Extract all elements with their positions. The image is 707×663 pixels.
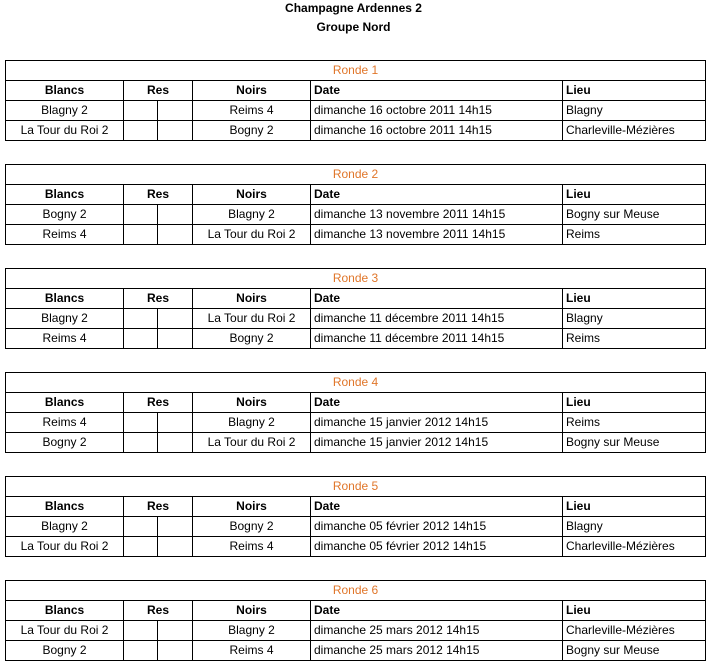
cell-date: dimanche 15 janvier 2012 14h15 [311,413,563,433]
header-lieu: Lieu [563,393,706,413]
cell-res-noirs [158,433,193,453]
cell-date: dimanche 16 octobre 2011 14h15 [311,101,563,121]
table-row [6,205,706,225]
header-blancs: Blancs [6,81,124,101]
ronde-title-row [6,269,706,289]
header-noirs: Noirs [193,81,311,101]
cell-res-blancs [124,537,158,557]
header-lieu: Lieu [563,497,706,517]
ronde-title-row [6,477,706,497]
cell-res-noirs [158,413,193,433]
cell-lieu: Reims [563,329,706,349]
header-blancs: Blancs [6,393,124,413]
header-res: Res [124,497,193,517]
header-date: Date [311,81,563,101]
cell-date: dimanche 16 octobre 2011 14h15 [311,121,563,141]
cell-lieu: Charleville-Mézières [563,537,706,557]
cell-res-noirs [158,517,193,537]
cell-lieu: Blagny [563,309,706,329]
header-date: Date [311,289,563,309]
cell-res-noirs [158,121,193,141]
table-row [6,329,706,349]
cell-noirs: Blagny 2 [193,413,311,433]
ronde-title: Ronde 5 [6,477,706,497]
cell-res-noirs [158,329,193,349]
ronde-title-row [6,581,706,601]
ronde-title: Ronde 6 [6,581,706,601]
cell-blancs: Bogny 2 [6,641,124,661]
cell-date: dimanche 25 mars 2012 14h15 [311,621,563,641]
cell-res-noirs [158,621,193,641]
header-blancs: Blancs [6,601,124,621]
ronde-table [5,372,706,453]
table-row [6,413,706,433]
header-blancs: Blancs [6,497,124,517]
header-lieu: Lieu [563,289,706,309]
cell-res-blancs [124,205,158,225]
cell-blancs: La Tour du Roi 2 [6,621,124,641]
cell-blancs: Blagny 2 [6,309,124,329]
cell-lieu: Charleville-Mézières [563,121,706,141]
cell-lieu: Bogny sur Meuse [563,205,706,225]
header-noirs: Noirs [193,185,311,205]
table-row [6,517,706,537]
cell-noirs: Reims 4 [193,101,311,121]
cell-res-noirs [158,205,193,225]
ronde-title-row [6,165,706,185]
cell-date: dimanche 11 décembre 2011 14h15 [311,309,563,329]
cell-res-blancs [124,101,158,121]
cell-lieu: Blagny [563,517,706,537]
table-row [6,101,706,121]
cell-blancs: Reims 4 [6,413,124,433]
header-res: Res [124,289,193,309]
cell-res-blancs [124,121,158,141]
page-subtitle: Groupe Nord [316,20,391,34]
cell-res-blancs [124,225,158,245]
header-date: Date [311,393,563,413]
table-row [6,641,706,661]
ronde-title-row [6,61,706,81]
cell-noirs: Blagny 2 [193,205,311,225]
cell-res-noirs [158,641,193,661]
cell-blancs: La Tour du Roi 2 [6,537,124,557]
cell-res-blancs [124,517,158,537]
cell-blancs: Blagny 2 [6,101,124,121]
cell-lieu: Charleville-Mézières [563,621,706,641]
header-row [6,497,706,517]
cell-noirs: La Tour du Roi 2 [193,433,311,453]
table-row [6,309,706,329]
header-noirs: Noirs [193,601,311,621]
cell-noirs: La Tour du Roi 2 [193,225,311,245]
table-row [6,621,706,641]
table-row [6,537,706,557]
cell-res-noirs [158,309,193,329]
cell-date: dimanche 11 décembre 2011 14h15 [311,329,563,349]
header-res: Res [124,81,193,101]
cell-res-noirs [158,101,193,121]
ronde-title-row [6,373,706,393]
header-row [6,81,706,101]
ronde-table [5,60,706,141]
header-date: Date [311,185,563,205]
cell-noirs: Reims 4 [193,537,311,557]
header-row [6,185,706,205]
table-row [6,225,706,245]
cell-lieu: Reims [563,225,706,245]
header-blancs: Blancs [6,185,124,205]
cell-lieu: Blagny [563,101,706,121]
header-blancs: Blancs [6,289,124,309]
ronde-table [5,476,706,557]
table-row [6,433,706,453]
cell-date: dimanche 13 novembre 2011 14h15 [311,205,563,225]
cell-lieu: Reims [563,413,706,433]
header-noirs: Noirs [193,289,311,309]
cell-noirs: Bogny 2 [193,329,311,349]
cell-res-blancs [124,433,158,453]
header-lieu: Lieu [563,601,706,621]
ronde-table [5,164,706,245]
cell-noirs: Bogny 2 [193,517,311,537]
table-row [6,121,706,141]
ronde-title: Ronde 1 [6,61,706,81]
cell-date: dimanche 15 janvier 2012 14h15 [311,433,563,453]
cell-date: dimanche 25 mars 2012 14h15 [311,641,563,661]
cell-res-blancs [124,621,158,641]
cell-noirs: Reims 4 [193,641,311,661]
ronde-title: Ronde 3 [6,269,706,289]
header-date: Date [311,497,563,517]
header-noirs: Noirs [193,393,311,413]
ronde-table [5,580,706,661]
cell-blancs: Bogny 2 [6,205,124,225]
header-row [6,289,706,309]
header-date: Date [311,601,563,621]
header-res: Res [124,601,193,621]
ronde-title: Ronde 4 [6,373,706,393]
cell-noirs: Bogny 2 [193,121,311,141]
cell-blancs: Blagny 2 [6,517,124,537]
cell-res-noirs [158,225,193,245]
cell-date: dimanche 05 février 2012 14h15 [311,517,563,537]
cell-res-blancs [124,309,158,329]
ronde-table [5,268,706,349]
cell-res-blancs [124,413,158,433]
cell-blancs: Reims 4 [6,329,124,349]
ronde-title: Ronde 2 [6,165,706,185]
cell-res-blancs [124,641,158,661]
cell-noirs: La Tour du Roi 2 [193,309,311,329]
header-row [6,601,706,621]
cell-blancs: Reims 4 [6,225,124,245]
cell-blancs: La Tour du Roi 2 [6,121,124,141]
cell-noirs: Blagny 2 [193,621,311,641]
cell-date: dimanche 13 novembre 2011 14h15 [311,225,563,245]
header-res: Res [124,185,193,205]
header-noirs: Noirs [193,497,311,517]
page-title: Champagne Ardennes 2 [285,1,422,15]
header-lieu: Lieu [563,81,706,101]
cell-date: dimanche 05 février 2012 14h15 [311,537,563,557]
cell-res-noirs [158,537,193,557]
cell-res-blancs [124,329,158,349]
header-row [6,393,706,413]
cell-blancs: Bogny 2 [6,433,124,453]
header-lieu: Lieu [563,185,706,205]
header-res: Res [124,393,193,413]
cell-lieu: Bogny sur Meuse [563,433,706,453]
cell-lieu: Bogny sur Meuse [563,641,706,661]
